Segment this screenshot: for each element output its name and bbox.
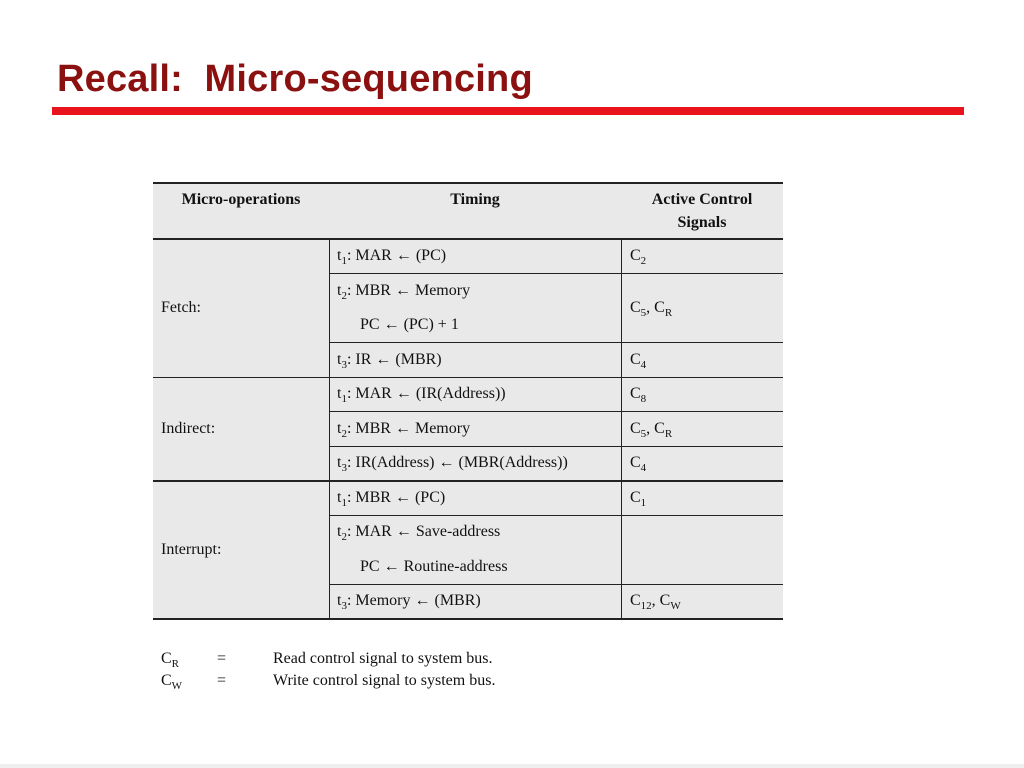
row-divider xyxy=(153,182,783,184)
legend-symbol-c: C xyxy=(161,672,172,689)
timing-t: t xyxy=(337,419,342,437)
signal-c: C xyxy=(630,350,641,368)
signal-subscript-2: R xyxy=(664,427,673,440)
timing-cell xyxy=(337,350,442,370)
timing-op: : IR(Address) ← (MBR(Address)) xyxy=(346,454,568,471)
signal-subscript: 5 xyxy=(640,307,647,319)
legend-symbol-subscript: W xyxy=(171,680,183,692)
signal-subscript: 2 xyxy=(640,255,647,268)
legend-equals: = xyxy=(217,650,227,667)
signal-cell xyxy=(630,591,681,611)
timing-op: : Memory ← (MBR) xyxy=(346,592,481,609)
row-divider xyxy=(329,411,783,412)
timing-subscript: 1 xyxy=(341,496,347,509)
signal-subscript: 12 xyxy=(640,600,652,613)
signal-c2: , C xyxy=(651,592,671,610)
row-divider xyxy=(329,342,783,343)
group-label: Indirect: xyxy=(161,419,216,437)
signal-cell xyxy=(630,488,646,508)
signal-cell xyxy=(630,453,646,473)
legend-symbol xyxy=(161,672,182,690)
signal-c: C xyxy=(630,419,641,437)
timing-t: t xyxy=(337,454,342,471)
legend-symbol-c: C xyxy=(161,650,172,667)
timing-subscript: 3 xyxy=(341,600,347,612)
timing-subscript: 2 xyxy=(341,289,347,302)
timing-subscript: 3 xyxy=(341,358,347,371)
legend-symbol-subscript: R xyxy=(171,658,180,670)
legend-equals: = xyxy=(217,672,227,689)
timing-op: : MBR ← (PC) xyxy=(346,488,446,506)
timing-op-continued: PC ← (PC) + 1 xyxy=(360,316,459,333)
signal-c: C xyxy=(630,592,641,610)
timing-cell xyxy=(337,281,470,301)
signal-c: C xyxy=(630,299,641,316)
timing-op-continued: PC ← Routine-address xyxy=(360,557,508,575)
signal-c2: , C xyxy=(646,419,665,437)
timing-subscript: 3 xyxy=(341,462,347,474)
timing-op: : MAR ← Save-address xyxy=(346,523,501,540)
footer-strip xyxy=(0,764,1024,768)
signal-cell xyxy=(630,419,672,439)
signal-cell xyxy=(630,246,646,266)
timing-t: t xyxy=(337,523,342,540)
group-label: Interrupt: xyxy=(161,540,222,558)
timing-t: t xyxy=(337,592,342,609)
timing-t: t xyxy=(337,385,342,402)
row-divider xyxy=(153,377,783,379)
signal-subscript: 1 xyxy=(640,496,647,509)
timing-t: t xyxy=(337,488,342,506)
group-label: Fetch: xyxy=(161,299,201,316)
signal-subscript: 5 xyxy=(640,427,647,440)
signal-subscript: 4 xyxy=(640,462,647,475)
row-divider xyxy=(329,446,783,447)
signal-c: C xyxy=(630,385,641,403)
timing-op: : MBR ← Memory xyxy=(346,419,471,437)
legend-symbol xyxy=(161,650,179,668)
signal-subscript: 8 xyxy=(640,393,647,406)
timing-cell xyxy=(337,522,500,542)
timing-t: t xyxy=(337,247,342,264)
row-divider xyxy=(153,618,783,620)
row-divider xyxy=(329,515,783,516)
signal-subscript-2: W xyxy=(670,600,681,613)
signal-subscript-2: R xyxy=(664,307,673,319)
legend-definition: Read control signal to system bus. xyxy=(273,650,493,667)
timing-cell xyxy=(337,419,470,439)
timing-op: : MBR ← Memory xyxy=(346,281,471,299)
micro-operations-table xyxy=(153,182,783,619)
signal-c: C xyxy=(630,488,641,506)
timing-cell xyxy=(337,488,445,508)
timing-op: : MAR ← (IR(Address)) xyxy=(346,385,506,402)
signal-c: C xyxy=(630,454,641,472)
timing-t: t xyxy=(337,281,342,299)
signal-subscript: 4 xyxy=(640,358,647,371)
column-divider xyxy=(621,239,622,619)
signal-cell xyxy=(630,350,646,370)
timing-cell xyxy=(337,246,446,266)
header-signals: Signals xyxy=(677,214,727,231)
timing-subscript: 1 xyxy=(341,393,347,405)
title-underline xyxy=(52,107,964,115)
row-divider xyxy=(153,480,783,482)
header-timing: Timing xyxy=(450,191,500,208)
slide-title: Recall: Micro-sequencing xyxy=(57,58,533,100)
column-divider xyxy=(329,239,330,619)
signal-cell xyxy=(630,384,646,404)
timing-op: : MAR ← (PC) xyxy=(346,247,447,264)
signal-c2: , C xyxy=(646,299,665,316)
row-divider xyxy=(329,273,783,274)
signal-c: C xyxy=(630,247,641,265)
header-micro-operations: Micro-operations xyxy=(181,191,301,208)
timing-cell xyxy=(337,591,481,611)
legend-definition: Write control signal to system bus. xyxy=(273,672,496,689)
signal-cell xyxy=(630,298,672,318)
header-active-control: Active Control xyxy=(651,191,753,208)
timing-op: : IR ← (MBR) xyxy=(346,350,442,368)
row-divider xyxy=(329,584,783,585)
timing-cell xyxy=(337,384,506,404)
timing-subscript: 2 xyxy=(341,427,347,440)
timing-subscript: 2 xyxy=(341,531,347,543)
timing-t: t xyxy=(337,350,342,368)
timing-cell xyxy=(337,453,568,473)
row-divider xyxy=(153,238,783,240)
timing-subscript: 1 xyxy=(341,255,347,267)
